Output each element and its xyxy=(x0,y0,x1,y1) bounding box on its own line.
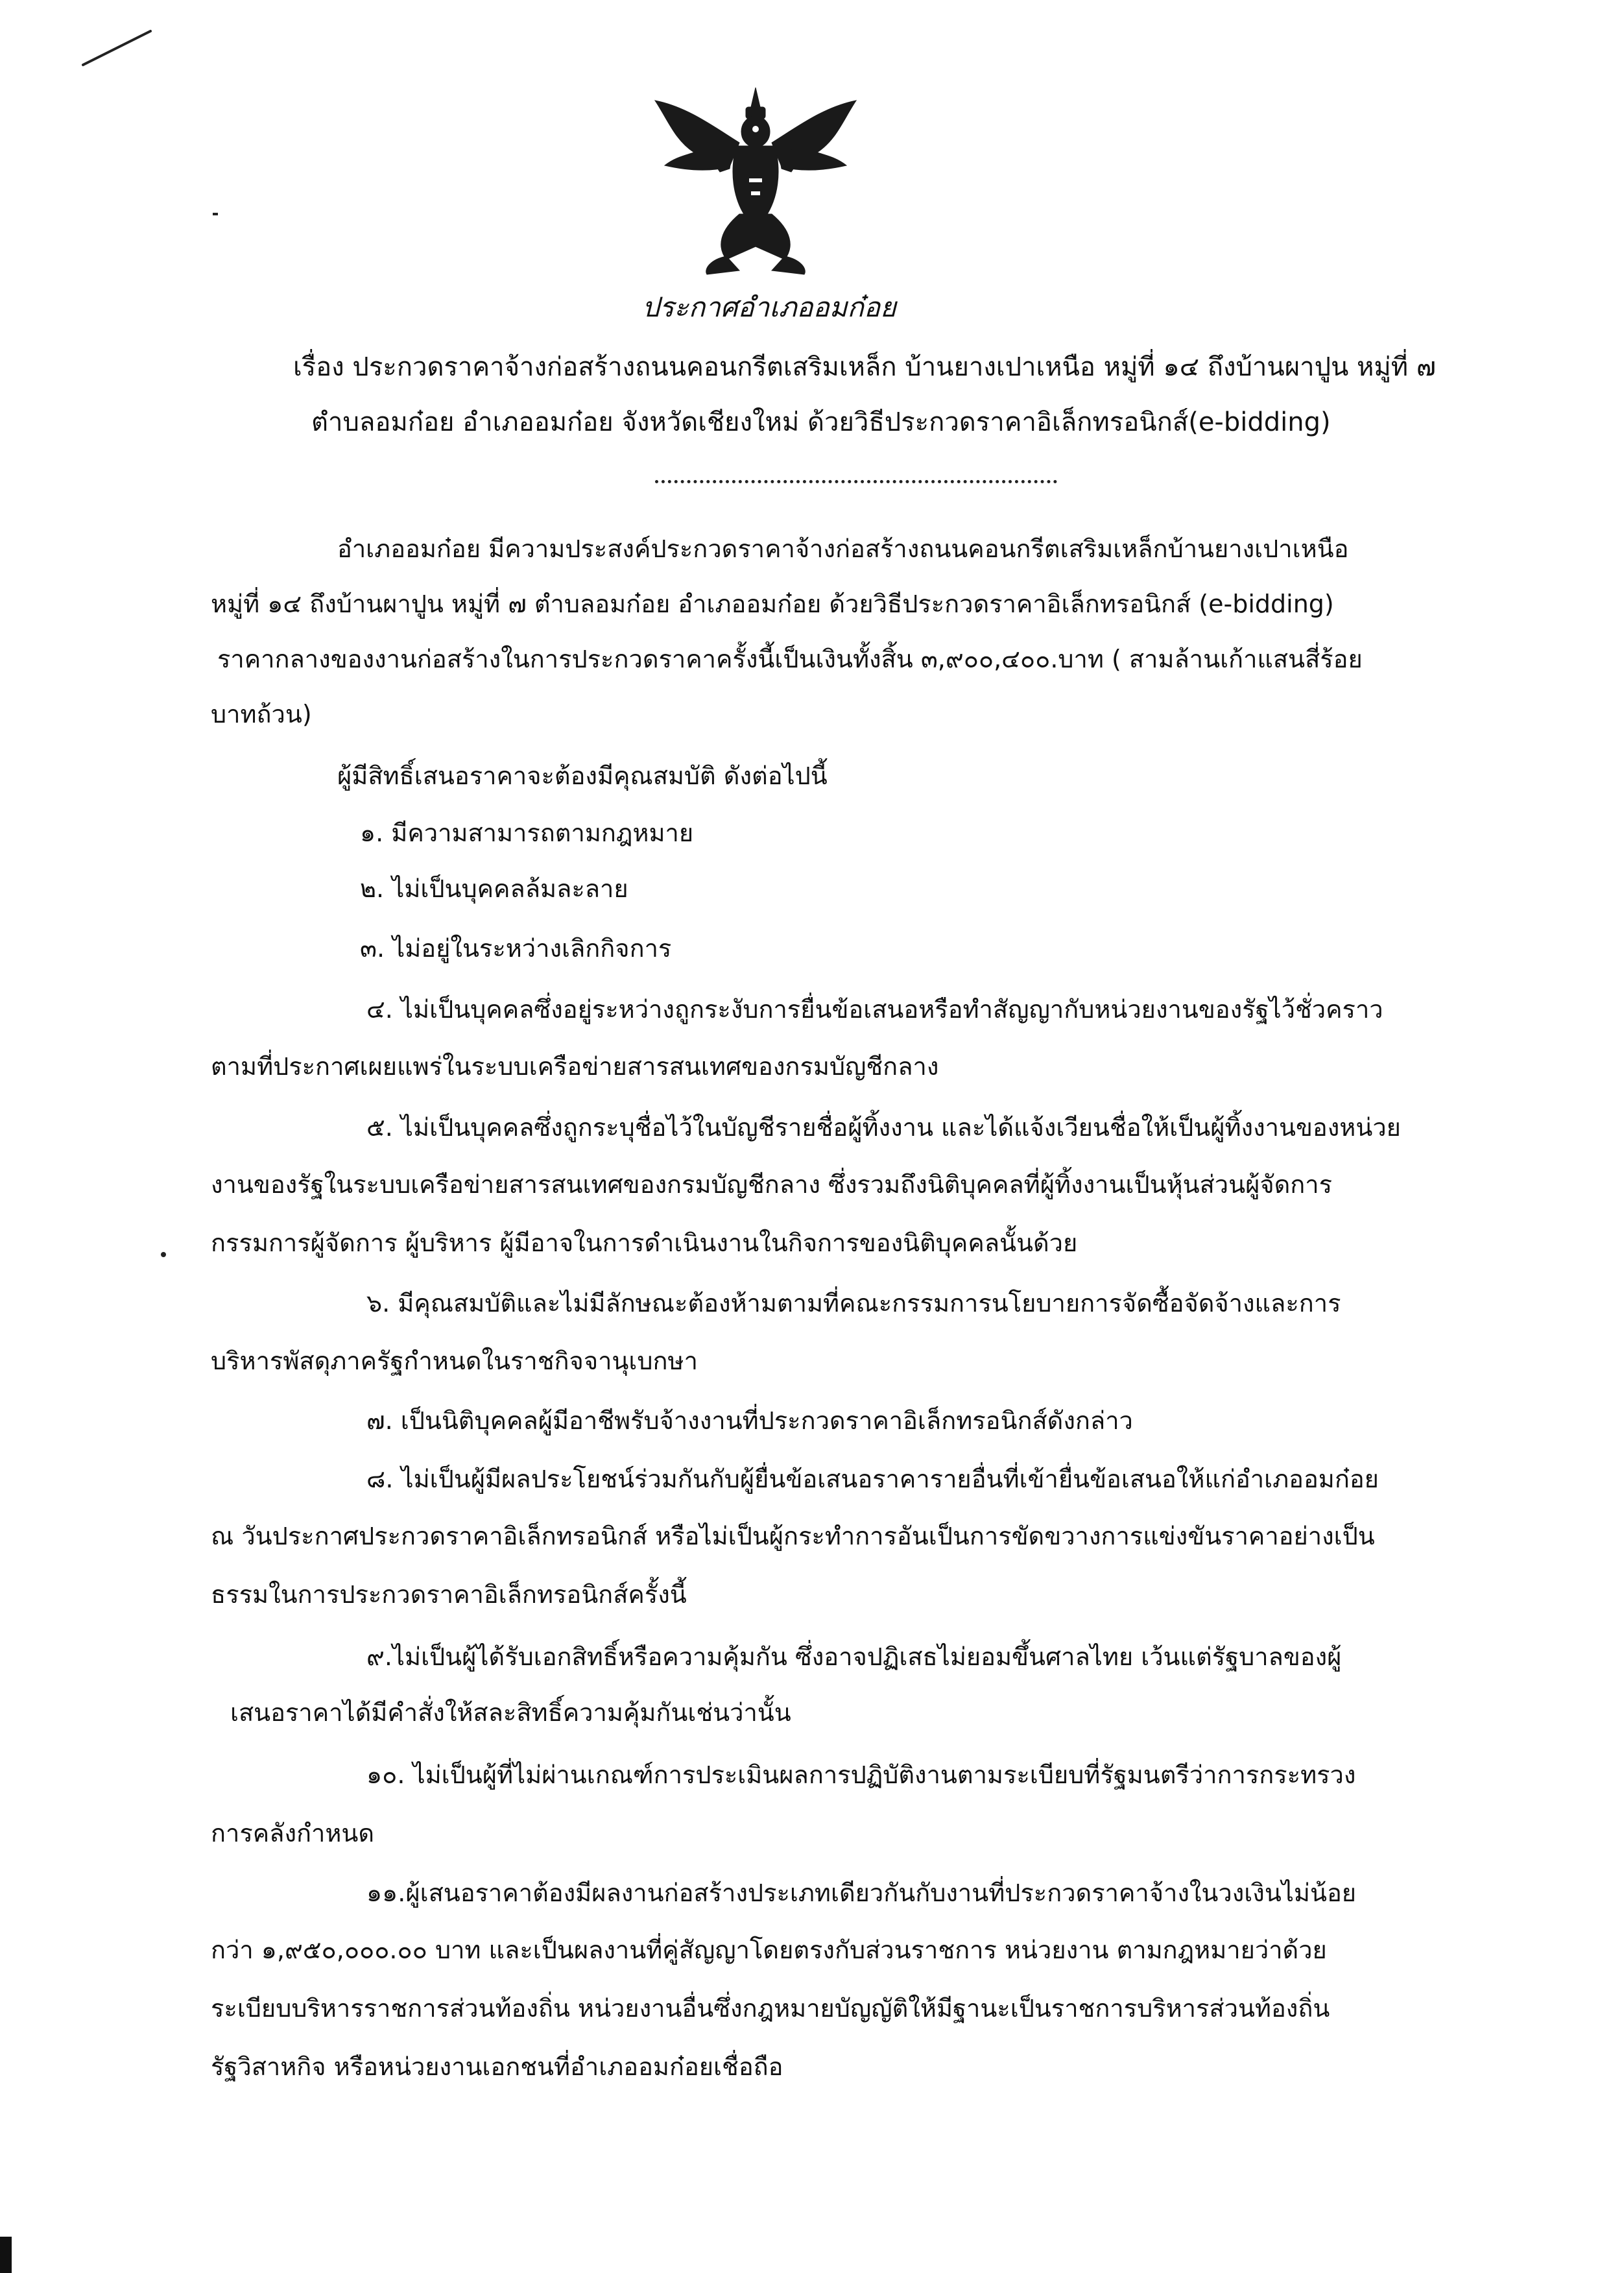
qualification-line: ๒. ไม่เป็นบุคคลล้มละลาย xyxy=(360,874,628,903)
scan-speck xyxy=(161,1252,166,1257)
garuda-emblem-icon xyxy=(649,81,863,276)
qualification-line: ณ วันประกาศประกวดราคาอิเล็กทรอนิกส์ หรือไม่เป็นผู้กระทำการอันเป็นการขัดขวางการแข่งขันราคาอย่างเป็น xyxy=(211,1522,1375,1550)
qualification-line: ๑๐. ไม่เป็นผู้ที่ไม่ผ่านเกณฑ์การประเมินผลการปฏิบัติงานตามระเบียบที่รัฐมนตรีว่าการกระทรวง xyxy=(366,1761,1356,1789)
scan-speck xyxy=(213,213,218,215)
qualification-line: บริหารพัสดุภาครัฐกำหนดในราชกิจจานุเบกษา xyxy=(211,1347,698,1375)
qualification-line: กว่า ๑,๙๕๐,๐๐๐.๐๐ บาท และเป็นผลงานที่คู่สัญญาโดยตรงกับส่วนราชการ หน่วยงาน ตามกฎหมายว่าด้วย xyxy=(211,1936,1327,1964)
intro-line-2: หมู่ที่ ๑๔ ถึงบ้านผาปูน หมู่ที่ ๗ ตำบลอมก๋อย อำเภออมก๋อย ด้วยวิธีประกวดราคาอิเล็กทรอนิกส์ (e-bidding) xyxy=(211,590,1334,618)
qualification-line: รัฐวิสาหกิจ หรือหน่วยงานเอกชนที่อำเภออมก๋อยเชื่อถือ xyxy=(211,2052,783,2081)
intro-line-1: อำเภออมก๋อย มีความประสงค์ประกวดราคาจ้างก่อสร้างถนนคอนกรีตเสริมเหล็กบ้านยางเปาเหนือ xyxy=(337,535,1349,563)
intro-line-4: บาทถ้วน) xyxy=(211,700,312,728)
qualification-line: ๕. ไม่เป็นบุคคลซึ่งถูกระบุชื่อไว้ในบัญชีรายชื่อผู้ทิ้งงาน และได้แจ้งเวียนชื่อให้เป็นผู้ทิ้งงานของหน่วย xyxy=(366,1113,1401,1142)
qualification-line: ๔. ไม่เป็นบุคคลซึ่งอยู่ระหว่างถูกระงับการยื่นข้อเสนอหรือทำสัญญากับหน่วยงานของรัฐไว้ชั่วคราว xyxy=(366,995,1383,1024)
qualification-line: ตามที่ประกาศเผยแพร่ในระบบเครือข่ายสารสนเทศของกรมบัญชีกลาง xyxy=(211,1052,939,1081)
qualification-line: งานของรัฐในระบบเครือข่ายสารสนเทศของกรมบัญชีกลาง ซึ่งรวมถึงนิติบุคคลที่ผู้ทิ้งงานเป็นหุ้นส่วนผู้จัดการ xyxy=(211,1170,1333,1199)
qualification-line: ๙.ไม่เป็นผู้ได้รับเอกสิทธิ์หรือความคุ้มกัน ซึ่งอาจปฏิเสธไม่ยอมขึ้นศาลไทย เว้นแต่รัฐบาลของผู้ xyxy=(366,1642,1342,1671)
qualification-line: การคลังกำหนด xyxy=(211,1819,375,1847)
announcement-title: ประกาศอำเภออมก๋อย xyxy=(642,291,896,323)
scan-edge-mark xyxy=(0,2237,12,2273)
pen-stroke-mark xyxy=(78,26,156,71)
qualification-line: ๑๑.ผู้เสนอราคาต้องมีผลงานก่อสร้างประเภทเดียวกันกับงานที่ประกวดราคาจ้างในวงเงินไม่น้อย xyxy=(366,1879,1357,1907)
qualification-heading: ผู้มีสิทธิ์เสนอราคาจะต้องมีคุณสมบัติ ดังต่อไปนี้ xyxy=(337,762,828,790)
qualification-line: ๘. ไม่เป็นผู้มีผลประโยชน์ร่วมกันกับผู้ยื่นข้อเสนอราคารายอื่นที่เข้ายื่นข้อเสนอให้แก่อำเภออมก๋อย xyxy=(366,1465,1379,1493)
dotted-separator xyxy=(655,480,1057,483)
subject-line-2: ตำบลอมก๋อย อำเภออมก๋อย จังหวัดเชียงใหม่ ด้วยวิธีประกวดราคาอิเล็กทรอนิกส์(e-bidding) xyxy=(311,407,1331,437)
qualification-line: ๗. เป็นนิติบุคคลผู้มีอาชีพรับจ้างงานที่ประกวดราคาอิเล็กทรอนิกส์ดังกล่าว xyxy=(366,1406,1133,1435)
qualification-line: ๖. มีคุณสมบัติและไม่มีลักษณะต้องห้ามตามที่คณะกรรมการนโยบายการจัดซื้อจัดจ้างและการ xyxy=(366,1289,1341,1317)
subject-line-1: เรื่อง ประกวดราคาจ้างก่อสร้างถนนคอนกรีตเสริมเหล็ก บ้านยางเปาเหนือ หมู่ที่ ๑๔ ถึงบ้านผาปูน หมู่ที่ ๗ xyxy=(293,352,1436,382)
qualification-line: ระเบียบบริหารราชการส่วนท้องถิ่น หน่วยงานอื่นซึ่งกฎหมายบัญญัติให้มีฐานะเป็นราชการบริหารส่วนท้องถิ่น xyxy=(211,1994,1330,2023)
qualification-line: กรรมการผู้จัดการ ผู้บริหาร ผู้มีอาจในการดำเนินงานในกิจการของนิติบุคคลนั้นด้วย xyxy=(211,1229,1078,1257)
qualification-line: ๑. มีความสามารถตามกฎหมาย xyxy=(360,819,694,847)
qualification-line: เสนอราคาได้มีคำสั่งให้สละสิทธิ์ความคุ้มกันเช่นว่านั้น xyxy=(230,1698,791,1727)
qualification-line: ธรรมในการประกวดราคาอิเล็กทรอนิกส์ครั้งนี้ xyxy=(211,1580,687,1609)
intro-line-3: ราคากลางของงานก่อสร้างในการประกวดราคาครั้งนี้เป็นเงินทั้งสิ้น ๓,๙๐๐,๔๐๐.บาท ( สามล้านเก้าแสนสี่ร้อย xyxy=(217,645,1363,673)
qualification-line: ๓. ไม่อยู่ในระหว่างเลิกกิจการ xyxy=(360,934,672,963)
